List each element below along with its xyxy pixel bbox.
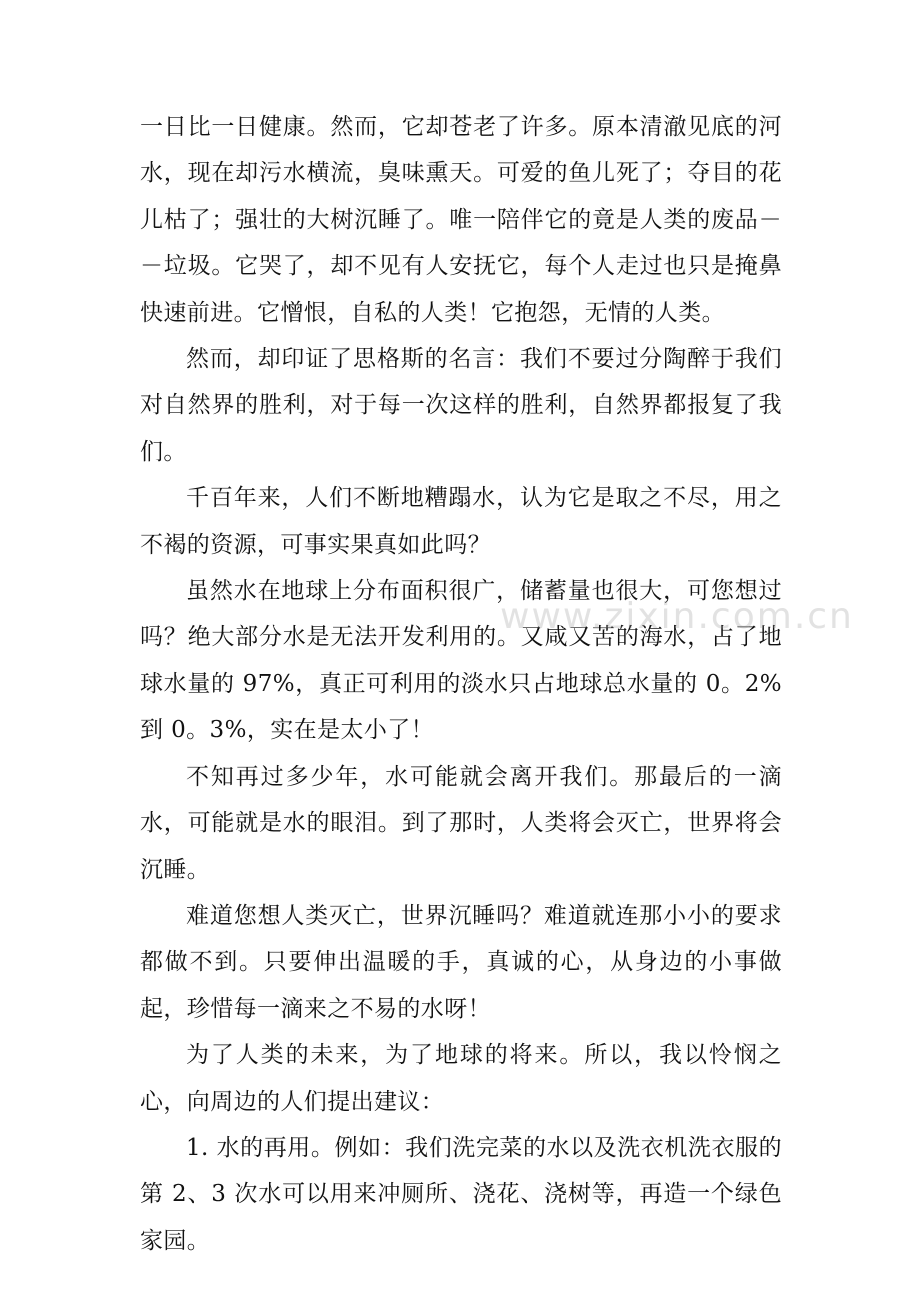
paragraph-3: 千百年来，人们不断地糟蹋水，认为它是取之不尽，用之不褐的资源，可事实果真如此吗？ bbox=[140, 485, 782, 558]
paragraph-8: 1. 水的再用。例如：我们洗完菜的水以及洗衣机洗衣服的第 2、3 次水可以用来冲厕所、浇花、浇树等，再造一个绿色家园。 bbox=[140, 1134, 782, 1254]
paragraph-7: 为了人类的未来，为了地球的将来。所以，我以怜悯之心，向周边的人们提出建议： bbox=[140, 1042, 782, 1115]
watermark: www.zixin.com.cn bbox=[500, 596, 854, 637]
paragraph-4: 虽然水在地球上分布面积很广，储蓄量也很大，可您想过吗？绝大部分水是无法开发利用的。又咸又苦的海水，占了地球水量的 97%，真正可利用的淡水只占地球总水量的 0。2%到 0。3%，实在是太小了！ bbox=[140, 578, 782, 744]
paragraph-2: 然而，却印证了思格斯的名言：我们不要过分陶醉于我们对自然界的胜利，对于每一次这样的胜利，自然界都报复了我们。 bbox=[140, 346, 782, 465]
paragraph-6: 难道您想人类灭亡，世界沉睡吗？难道就连那小小的要求都做不到。只要伸出温暖的手，真诚的心，从身边的小事做起，珍惜每一滴来之不易的水呀！ bbox=[140, 902, 782, 1022]
document-body bbox=[140, 104, 782, 1264]
paragraph-5: 不知再过多少年，水可能就会离开我们。那最后的一滴水，可能就是水的眼泪。到了那时，人类将会灭亡，世界将会沉睡。 bbox=[140, 763, 782, 883]
paragraph-1: 一日比一日健康。然而，它却苍老了许多。原本清澈见底的河水，现在却污水横流，臭味熏天。可爱的鱼儿死了；夺目的花儿枯了；强壮的大树沉睡了。唯一陪伴它的竟是人类的废品－－垃圾。它哭了，却不见有人安抚它，每个人走过也只是掩鼻快速前进。它憎恨，自私的人类！它抱怨，无情的人类。 bbox=[140, 114, 782, 326]
